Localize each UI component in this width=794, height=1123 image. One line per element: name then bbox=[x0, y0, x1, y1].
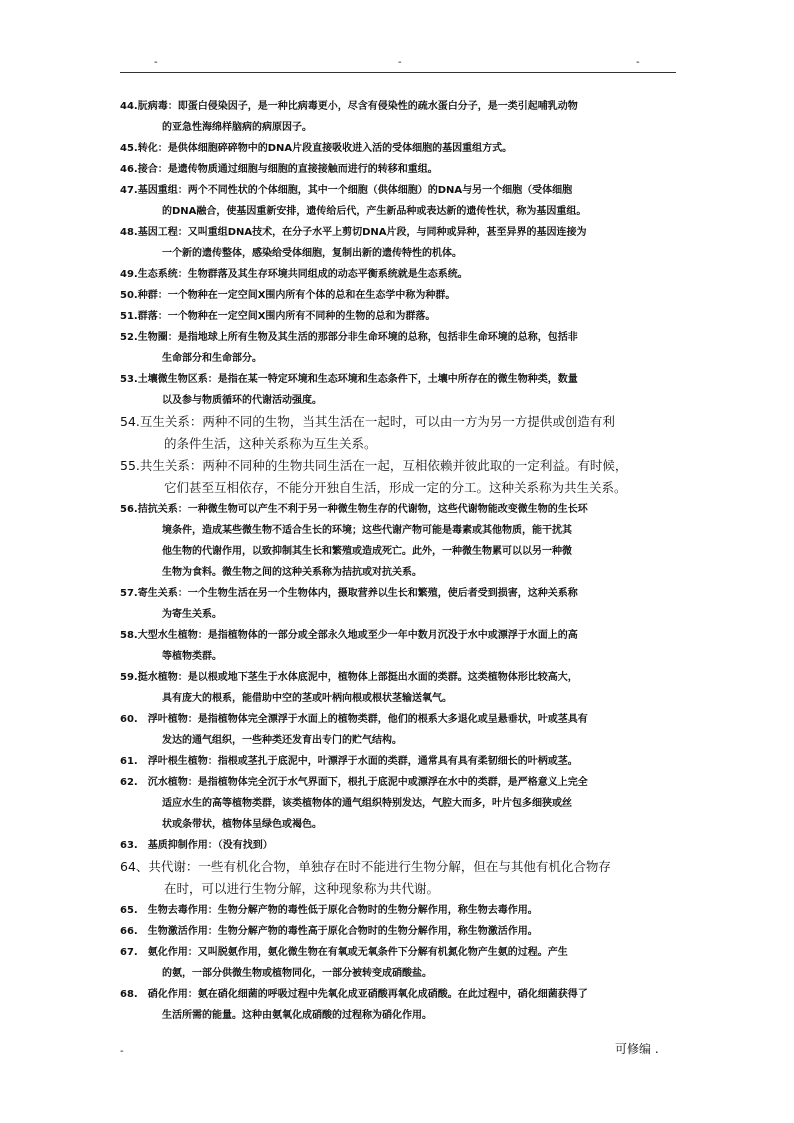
editable-label: 可修编 . bbox=[615, 1042, 659, 1056]
entry-first-line: 57.寄生关系：一个生物生活在另一个生物体内，摄取营养以生长和繁殖，使后者受到损害，这种关系称 bbox=[120, 588, 578, 599]
glossary-entry bbox=[120, 583, 680, 625]
entry-continuation-line: 生物为食料。微生物之间的这种关系称为拮抗或对抗关系。 bbox=[162, 567, 422, 578]
entry-continuation-line: 的条件生活，这种关系称为互生关系。 bbox=[164, 436, 377, 451]
glossary-entry bbox=[120, 264, 680, 285]
entry-continuation-line: 一个新的遗传整体，感染给受体细胞，复制出新的遗传特性的机体。 bbox=[162, 248, 462, 259]
glossary-entry bbox=[120, 369, 680, 411]
entry-first-line: 63. 基质抑制作用：（没有找到） bbox=[120, 840, 273, 851]
entry-first-line: 59.挺水植物：是以根或地下茎生于水体底泥中，植物体上部挺出水面的类群。这类植物体形比较高大， bbox=[120, 672, 578, 683]
entry-first-line: 45.转化：是供体细胞碎碎物中的DNA片段直接吸收进入活的受体细胞的基因重组方式。 bbox=[120, 143, 513, 154]
entry-first-line: 44.朊病毒：即蛋白侵染因子，是一种比病毒更小，尽含有侵染性的疏水蛋白分子，是一类引起哺乳动物 bbox=[120, 101, 578, 112]
entry-first-line: 58.大型水生植物：是指植物体的一部分或全部永久地或至少一年中数月沉没于水中或漂浮于水面上的高 bbox=[120, 630, 578, 641]
entry-continuation-line: 适应水生的高等植物类群，该类植物体的通气组织特别发达，气腔大而多，叶片包多细狭或丝 bbox=[162, 798, 572, 809]
glossary-entry bbox=[120, 96, 680, 138]
entry-first-line: 62. 沉水植物：是指植物体完全沉于水气界面下，根扎于底泥中或漂浮在水中的类群，是严格意义上完全 bbox=[120, 777, 588, 788]
glossary-entry bbox=[120, 921, 680, 942]
entry-first-line: 60. 浮叶植物：是指植物体完全漂浮于水面上的植物类群，他们的根系大多退化或呈悬垂状，叶或茎具有 bbox=[120, 714, 588, 725]
entry-first-line: 67. 氨化作用：又叫脱氨作用，氨化微生物在有氧或无氧条件下分解有机氮化物产生氨的过程。产生 bbox=[120, 947, 568, 958]
entry-first-line: 68. 硝化作用：氨在硝化细菌的呼吸过程中先氧化成亚硝酸再氧化成硝酸。在此过程中，硝化细菌获得了 bbox=[120, 989, 588, 1000]
entry-continuation-line: 具有庞大的根系，能借助中空的茎或叶柄向根或根状茎输送氧气。 bbox=[162, 693, 452, 704]
glossary-entry bbox=[120, 411, 680, 455]
glossary-entry bbox=[120, 900, 680, 921]
glossary-entry bbox=[120, 625, 680, 667]
header-mark: - bbox=[398, 57, 402, 68]
entry-continuation-line: 它们甚至互相依存，不能分开独自生活，形成一定的分工。这种关系称为共生关系。 bbox=[164, 480, 627, 495]
entry-first-line: 55.共生关系：两种不同种的生物共同生活在一起，互相依赖并彼此取的一定利益。有时候， bbox=[120, 458, 628, 473]
entry-continuation-line: 的氨，一部分供微生物或植物同化，一部分被转变成硝酸盐。 bbox=[162, 968, 432, 979]
entry-continuation-line: 的DNA融合，使基因重新安排，遗传给后代，产生新品种或表达新的遗传性状，称为基因重组。 bbox=[162, 206, 587, 217]
entry-first-line: 61. 浮叶根生植物：指根或茎扎于底泥中，叶漂浮于水面的类群，通常具有具有柔韧细长的叶柄或茎。 bbox=[120, 756, 578, 767]
entry-first-line: 65. 生物去毒作用：生物分解产物的毒性低于原化合物时的生物分解作用，称生物去毒作用。 bbox=[120, 905, 538, 916]
glossary-entry bbox=[120, 159, 680, 180]
entry-continuation-line: 发达的通气组织，一些种类还发育出专门的贮气结构。 bbox=[162, 735, 402, 746]
entry-first-line: 53.土壤微生物区系：是指在某一特定环境和生态环境和生态条件下，土壤中所存在的微生物种类，数量 bbox=[120, 374, 578, 385]
entry-first-line: 64、共代谢：一些有机化合物，单独存在时不能进行生物分解，但在与其他有机化合物存 bbox=[120, 859, 611, 874]
glossary-entry bbox=[120, 327, 680, 369]
glossary-entry bbox=[120, 856, 680, 900]
entry-continuation-line: 以及参与物质循环的代谢活动强度。 bbox=[162, 395, 322, 406]
header-mark: - bbox=[154, 57, 158, 68]
glossary-entry bbox=[120, 751, 680, 772]
header-mark: - bbox=[636, 57, 640, 68]
glossary-body bbox=[120, 96, 680, 1026]
footer-mark: - bbox=[120, 1046, 124, 1057]
glossary-entry bbox=[120, 455, 680, 499]
entry-continuation-line: 为寄生关系。 bbox=[162, 609, 222, 620]
glossary-entry bbox=[120, 835, 680, 856]
glossary-entry bbox=[120, 285, 680, 306]
entry-continuation-line: 生活所需的能量。这种由氨氧化成硝酸的过程称为硝化作用。 bbox=[162, 1010, 432, 1021]
page-header-rule bbox=[120, 58, 676, 73]
entry-continuation-line: 状或条带状，植物体呈绿色或褐色。 bbox=[162, 819, 322, 830]
entry-first-line: 50.种群：一个物种在一定空间X围内所有个体的总和在生态学中称为种群。 bbox=[120, 290, 456, 301]
entry-first-line: 49.生态系统：生物群落及其生存环境共同组成的动态平衡系统就是生态系统。 bbox=[120, 269, 468, 280]
glossary-entry bbox=[120, 942, 680, 984]
entry-first-line: 46.接合：是遗传物质通过细胞与细胞的直接接触而进行的转移和重组。 bbox=[120, 164, 438, 175]
glossary-entry bbox=[120, 306, 680, 327]
glossary-entry bbox=[120, 667, 680, 709]
entry-first-line: 48.基因工程：又叫重组DNA技术，在分子水平上剪切DNA片段，与同种或异种，甚至异界的基因连接为 bbox=[120, 227, 587, 238]
entry-continuation-line: 的亚急性海绵样脑病的病原因子。 bbox=[162, 122, 312, 133]
glossary-entry bbox=[120, 772, 680, 835]
entry-continuation-line: 境条件，造成某些微生物不适合生长的环境；这些代谢产物可能是毒素或其他物质，能干扰其 bbox=[162, 525, 572, 536]
glossary-entry bbox=[120, 180, 680, 222]
entry-continuation-line: 他生物的代谢作用，以致抑制其生长和繁殖或造成死亡。此外，一种微生物累可以以另一种微 bbox=[162, 546, 572, 557]
glossary-entry bbox=[120, 709, 680, 751]
glossary-entry bbox=[120, 984, 680, 1026]
entry-continuation-line: 等植物类群。 bbox=[162, 651, 222, 662]
glossary-entry bbox=[120, 499, 680, 583]
glossary-entry bbox=[120, 222, 680, 264]
entry-continuation-line: 在时，可以进行生物分解，这种现象称为共代谢。 bbox=[164, 881, 440, 896]
glossary-entry bbox=[120, 138, 680, 159]
entry-first-line: 66. 生物激活作用：生物分解产物的毒性高于原化合物时的生物分解作用，称生物激活作用。 bbox=[120, 926, 538, 937]
entry-first-line: 52.生物圈：是指地球上所有生物及其生活的那部分非生命环境的总称，包括非生命环境的总称，包括非 bbox=[120, 332, 578, 343]
entry-continuation-line: 生命部分和生命部分。 bbox=[162, 353, 262, 364]
entry-first-line: 47.基因重组：两个不同性状的个体细胞，其中一个细胞（供体细胞）的DNA与另一个细胞（受体细胞 bbox=[120, 185, 573, 196]
entry-first-line: 56.拮抗关系：一种微生物可以产生不利于另一种微生物生存的代谢物，这些代谢物能改变微生物的生长环 bbox=[120, 504, 588, 515]
entry-first-line: 51.群落：一个物种在一定空间X围内所有不同种的生物的总和为群落。 bbox=[120, 311, 436, 322]
entry-first-line: 54.互生关系：两种不同的生物，当其生活在一起时，可以由一方为另一方提供或创造有利 bbox=[120, 414, 615, 429]
